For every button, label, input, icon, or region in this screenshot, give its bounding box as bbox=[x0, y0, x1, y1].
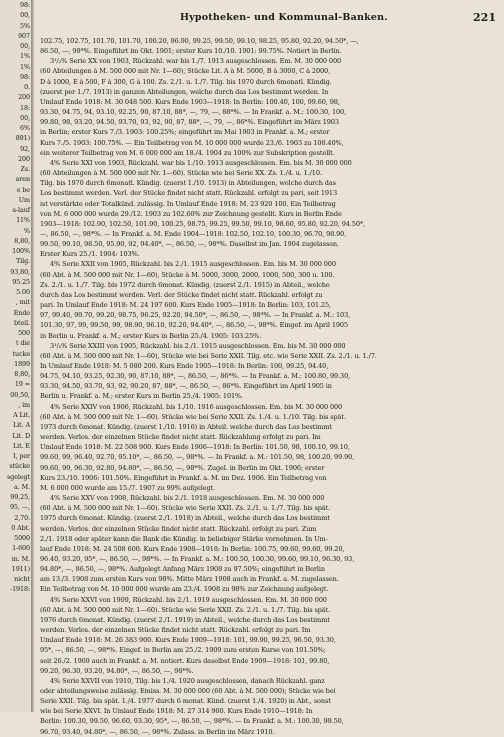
margin-text-fragment: 99,25, bbox=[10, 493, 30, 501]
text-line: Berlin u. Frankf. a. M.; erster Kurs in Berlin 25./4. 1905: 101%. bbox=[40, 392, 244, 401]
text-line: (60 Abt. à M. 500 000 mit Nr. 1—60), Stücke wie bei Serie XXII. Tilg. etc. wie Serie XXII. Zs. 2./1. u. 1./7. bbox=[40, 351, 377, 360]
margin-text-fragment: nicht bbox=[14, 575, 30, 583]
paragraph-first-line: 4% Serie XXVII von 1910, Tilg. bis 1./4. 1920 ausgeschlossen, danach Rückzahl. ganz bbox=[50, 676, 325, 685]
margin-text-fragment: 5000 bbox=[14, 534, 30, 542]
paragraph-first-line: 4% Serie XXIV von 1906, Rückzahl. bis 1./10. 1916 ausgeschlossen. Em. bis M. 30 000 000 bbox=[50, 402, 343, 411]
margin-text-fragment: 00, bbox=[20, 113, 30, 122]
text-line: von M. 6 000 000 wurde 29./12. 1903 zu 102.60% zur Zeichnung gestellt. Kurs in Berlin Ende bbox=[40, 209, 342, 218]
margin-text-fragment: 00, bbox=[20, 42, 30, 50]
margin-text-fragment: 1-600 bbox=[12, 544, 30, 553]
margin-text-fragment: 891) bbox=[15, 134, 30, 143]
margin-text-fragment: 200 bbox=[18, 93, 30, 102]
margin-text-fragment: 98: bbox=[20, 1, 30, 9]
margin-text-fragment: % bbox=[24, 226, 30, 235]
text-line: Berlin: 100.30, 99.50, 96.60, 93.30, 95*, —, 86.50, —, 98*%. — In Frankf. a. M.: 100.30, 99.50, bbox=[40, 717, 344, 726]
page-number: 221 bbox=[473, 11, 496, 24]
text-line: werden. Verlos. der einzelnen Stücke findet nicht statt. Rückzahl. erfolgt zu pari. Im bbox=[40, 626, 311, 635]
text-line: 1975 durch 6monat. Kündig. (zuerst 2./1. 1918) in Abteil., welche durch das Los bestimmt bbox=[40, 514, 330, 523]
margin-text-fragment: t die bbox=[15, 339, 30, 348]
margin-text-fragment: 1% bbox=[20, 62, 30, 71]
text-line: 1976 durch 6monat. Kündig. (zuerst 2./1. 1919) in Abteil., welche durch das Los bestimmt bbox=[40, 615, 330, 624]
paragraph-first-line: 4% Serie XXI von 1903, Rückzahl. war bis 1./10. 1913 ausgeschlossen. Em. bis M. 30 000 000 bbox=[50, 158, 352, 167]
text-line: (60 Abt. à M. 500 000 mit Nr. 1—60). Stücke wie Serie XXII. Zs. 2./1. u. 1./7. Tilg. bis spät. bbox=[40, 504, 331, 513]
text-line: Los bestimmt werden. Verl. der Stücke findet nicht statt. Rückzahl. erfolgt zu pari, seit 1913 bbox=[40, 189, 337, 198]
text-line: —, 86.50, —, 98*%. — In Frankf. a. M. Ende 1904—1918: 102.50, 102.10, 100.30, 96.70, 98.90, bbox=[40, 229, 347, 238]
margin-text-fragment: 19 = bbox=[14, 380, 30, 389]
margin-text-fragment: 907 bbox=[18, 31, 30, 40]
text-line: 94.80*, —, 86.50, —, 98*%. Aufgelegt Anfang März 1908 zu 97.50%; eingeführt in Berlin bbox=[40, 565, 325, 574]
text-line: Kurs 23./10. 1906: 101.50%. Eingeführt in Frankf. a. M. im Dez. 1906. Ein Teilbetrag von bbox=[40, 473, 327, 482]
text-line: lauf Ende 1918: M. 24 508 600. Kurs Ende 1908—1918: In Berlin: 100.75, 99.60, 99.60, 99.20, bbox=[40, 544, 345, 553]
text-line: Kurs 7./5. 1903: 100.75%. — Ein Teilbetrag von M. 10 000 000 wurde 23./6. 1903 zu 100.40%, bbox=[40, 138, 344, 147]
text-line: 93.30, 94.50, 93.70, 93, 92, 90.20, 87, 88*, —, 86.50, —, 86*%. Eingeführt im April 1905 in bbox=[40, 382, 332, 391]
paragraph-first-line: 3¹/₂% Serie XX von 1903, Rückzahl. war bis 1./7. 1913 ausgeschlossen. Em. M. 30 000 000 bbox=[50, 57, 342, 66]
text-line: (60 Abt. à M. 500 000 mit Nr. 1—60), Stücke à M. 5000, 3000, 2000, 1000, 500, 300 u. 100. bbox=[40, 270, 335, 279]
margin-text-fragment: Ende bbox=[13, 308, 30, 317]
margin-text-fragment: 00, bbox=[20, 11, 30, 20]
margin-text-fragment: 2,70. bbox=[14, 513, 30, 522]
margin-text-fragment: Zs. bbox=[20, 165, 30, 173]
text-line: 99.50, 99.10, 98.50, 95.90, 92, 94.40*, —, 86.50, —, 98*%. Daselbst im Jan. 1904 zugelassen. bbox=[40, 240, 339, 249]
margin-text-fragment: Tilg. bbox=[16, 257, 30, 266]
text-line: D à 1000, E à 500, F à 300, G à 100. Zs. 2./1. u. 1./7. Tilg. bis 1970 durch 6monatl. Kündig. bbox=[40, 77, 332, 86]
text-line: 99.60, 99, 96.40, 92.70, 95.10*, —, 86.50, —, 98*%. — In Frankf. a. M.: 101.50, 98, 100.20, 99.90, bbox=[40, 453, 355, 462]
paragraph-first-line: 4% Serie XXVI von 1909, Rückzahl. bis 2./1. 1919 ausgeschlossen. Em. M. 30 000 000 bbox=[50, 595, 327, 604]
text-line: in Berlin; erster Kurs 7./3. 1903: 100.25%; eingeführt im Mai 1903 in Frankf. a. M.; erster bbox=[40, 128, 330, 137]
text-line: durch das Los bestimmt werden. Verl. der Stücke findet nicht statt. Rückzahl. erfolgt zu bbox=[40, 290, 323, 299]
margin-text-fragment: Lit. D bbox=[12, 431, 30, 440]
text-line: Umlauf Ende 1918: M. 30 048 500. Kurs Ende 1903—1918: In Berlin: 100.40, 100, 99.60, 98, bbox=[40, 97, 340, 106]
text-line: Erster Kurs 25./1. 1904: 103%. bbox=[40, 250, 140, 259]
text-line: 99.20, 96.30, 93.20, 94.80*, —, 86.50, —, 98*%. bbox=[40, 666, 194, 675]
text-line: Umlauf Ende 1918: M. 26 383 900. Kurs Ende 1909—1918: 101, 99.90, 99.25, 96.50, 93.30, bbox=[40, 636, 336, 645]
text-line: M. 6 000 000 wurde am 15./7. 1907 zu 99% aufgelegt. bbox=[40, 483, 215, 492]
margin-text-fragment: tucke bbox=[12, 349, 30, 358]
text-line: (zuerst per 1./7. 1913) in ganzen Abteilungen, welche durch das Los bestimmt werden. In bbox=[40, 87, 329, 96]
text-line: 86.50, —, 98*%. Eingeführt im Okt. 1901; erster Kurs 10./10. 1901: 99.75%. Notiert in Berlin. bbox=[40, 47, 342, 56]
margin-text-fragment: Lit. E bbox=[13, 441, 30, 450]
text-line: seit 26./2. 1909 auch in Frankf. a. M. notiert. Kurs daselbst Ende 1909—1918: 101, 99.80, bbox=[40, 656, 330, 665]
text-line: werden. Verlos. der einzelnen Stücke findet nicht statt. Rückzahlung erfolgt zu pari. Im bbox=[40, 433, 321, 442]
margin-text-fragment: 500 bbox=[18, 329, 30, 337]
text-line: 99.60, 99, 96.30, 92.80, 94.80*, —, 86.50, —, 98*%. Zugel. in Berlin im Okt. 1906; erster bbox=[40, 463, 325, 472]
margin-text-fragment: 93,80, bbox=[10, 267, 30, 276]
margin-text-fragment: sgelegt bbox=[7, 472, 30, 481]
margin-text-fragment: stücke bbox=[9, 462, 30, 471]
margin-text-fragment: e be bbox=[16, 185, 30, 194]
margin-text-fragment: A Lit. bbox=[13, 411, 30, 419]
margin-text-fragment: 1% bbox=[20, 52, 30, 61]
text-line: 2./1. 1918 oder später kann die Bank die Kündig. in beliebiger Stärke vornehmen. In Um- bbox=[40, 534, 328, 543]
text-line: Serie XXII. Tilg. bis spät. 1./4. 1977 durch 6 monat. Künd. (zuerst 1./4. 1920) in Abt., sonst bbox=[40, 697, 331, 706]
margin-text-fragment: 6% bbox=[20, 124, 30, 132]
text-line: (60 Abt. à M. 500 000 mit Nr. 1—60). Stücke wie bei Serie XXII. Zs. 1./4. u. 1./10. Tilg. bis spät. bbox=[40, 412, 346, 421]
paragraph-first-line: 3¹/₂% Serie XXIII von 1905, Rückzahl. bis 2./1. 1915 ausgeschlossen. Em. bis M. 30 000 000 bbox=[50, 341, 346, 350]
margin-text-fragment: 5.00 bbox=[16, 288, 30, 296]
text-line: in Berlin u. Frankf. a. M.; erster Kurs in Berlin 25./4. 1905: 103.25%. bbox=[40, 331, 262, 340]
margin-text-fragment: , mit bbox=[15, 298, 30, 307]
margin-text-fragment: 11% bbox=[16, 216, 30, 225]
text-line: (60 Abteilungen à M. 500 000 mit Nr. 1—60), Stücke Lit. A à M. 5000, B à 3000, C à 2000, bbox=[40, 67, 331, 76]
text-line: In Umlauf Ende 1918: M. 5 080 200. Kurs Ende 1905—1918: In Berlin: 100, 99.25, 94.40, bbox=[40, 362, 329, 370]
margin-text-fragment: 98: bbox=[20, 72, 30, 81]
margin-text-fragment: bteil. bbox=[14, 318, 30, 327]
text-line: pari. In Umlauf Ende 1918: M. 24 197 600. Kurs Ende 1905—1918: In Berlin: 103, 101.25, bbox=[40, 301, 331, 310]
margin-text-fragment: 1899 bbox=[14, 359, 30, 368]
text-line: 95*, —, 86.50, —, 98*%. Eingef. in Berlin am 25./2. 1909 zum ersten Kurse von 101.50%; bbox=[40, 646, 326, 655]
margin-text-fragment: 00,50, bbox=[10, 390, 30, 399]
text-line: (60 Abteilungen à M. 500 000 mit Nr. 1—60). Stücke wie bei Serie XX. Zs. 1./4. u. 1./10. bbox=[40, 169, 322, 178]
margin-text-fragment: , im bbox=[18, 400, 30, 409]
text-line: 101.30, 97, 99, 99.50, 99, 98.90, 96.10, 92.20, 94.40*, —, 86.50, —, 98*%. Eingef. im April 1905 bbox=[40, 321, 349, 330]
text-line: 99.80, 98, 93.20, 94.50, 93.70, 93, 92, 90, 87, 88*, —, 79, —, 86*%. Eingeführt im März 1903 bbox=[40, 118, 339, 127]
text-line: 97, 99.40, 99.70, 99.20, 98.75, 96.25, 92.20, 94.50*, —, 86.50, —, 98*%. — In Frankf. a. M.: 103, bbox=[40, 311, 351, 320]
margin-text-fragment: 8,80, bbox=[14, 370, 30, 378]
paragraph-first-line: 4% Serie XXII von 1905, Rückzahl. bis 2./1. 1915 ausgeschlossen. Em. bis M. 30 000 000 bbox=[50, 260, 336, 269]
document-page bbox=[40, 0, 500, 736]
page-header bbox=[40, 12, 500, 26]
margin-text-fragment: 5% bbox=[20, 21, 30, 30]
margin-text-fragment: 1911) bbox=[11, 564, 30, 573]
margin-text-fragment: 95, —, bbox=[9, 503, 30, 512]
text-line: 93.30, 94.75, 94, 93.10, 92.25, 90, 87.10, 88*, —, 79, —, 88*%. — In Frankf. a. M.: 100.30, 100, bbox=[40, 108, 347, 117]
text-line: am 13./3. 1908 zum ersten Kurs von 98%. Mitte März 1908 auch in Frankf. a. M. zugelassen. bbox=[40, 575, 339, 584]
text-line: Tilg. bis 1970 durch 6monatl. Kündig. (zuerst 1./10. 1913) in Abteilungen, welche durch das bbox=[40, 179, 336, 188]
text-line: 96.40, 93.20, 95*, —, 86.50, —, 98*%. — In Frankf. a. M.: 100.50, 100.30, 99.60, 99.10, 96.30, 93, bbox=[40, 554, 355, 563]
text-line: Umlauf Ende 1918: M. 22 508 900. Kurs Ende 1906—1918: In Berlin: 101.50, 98, 100.10, 99.10, bbox=[40, 443, 350, 452]
text-line: 1903—1918: 102.90, 102.50, 101.90, 100.25, 98.75, 99.25, 99.50, 99.10, 98.60, 95.80, 92.20, 94.50*, bbox=[40, 219, 365, 228]
margin-text-fragment: 95.25 bbox=[12, 277, 30, 286]
running-title: Hypotheken- und Kommunal-Banken. bbox=[180, 12, 388, 23]
text-line: 96.70, 93.40, 94.80*, —, 86.50, —, 98*%. Zulass. in Berlin im März 1910. bbox=[40, 727, 275, 736]
text-line: ist verstärkte oder Totalkünd. zulässig. In Umlauf Ende 1918: M. 23 920 100. Ein Teilbetrag bbox=[40, 199, 336, 208]
text-line: 102.75, 102.75, 101.70, 101.70, 100.20, 96.90, 99.25, 99.50, 99.10, 98.25, 95.80, 92.20, 94.50*, —, bbox=[40, 37, 359, 45]
margin-text-fragment: Um bbox=[18, 195, 30, 204]
margin-text-fragment: a. M. bbox=[14, 482, 30, 491]
text-line: 1973 durch 6monat. Kündig. (zuerst 1./10. 1916) in Abteil. welche durch das Los bestimmt bbox=[40, 422, 332, 431]
body-text bbox=[40, 36, 498, 737]
text-line: 94.75, 94.10, 93.25, 92.30, 90, 87.10, 88*, —, 86.50, —, 86*%. — In Frankf. a. M.: 100.80, 99.30, bbox=[40, 372, 351, 381]
text-line: wie bei Serie XXVI. In Umlauf Ende 1918: M. 27 314 900. Kurs Ende 1910—1918: In bbox=[40, 707, 313, 716]
margin-text-fragment: 100% bbox=[12, 247, 30, 255]
margin-text-fragment: 18: bbox=[20, 103, 30, 112]
text-line: Ein Teilbetrag von M. 10 000 000 wurde am 23./4. 1908 zu 98% zur Zeichnung aufgelegt. bbox=[40, 585, 329, 594]
text-line: werden. Verlos. der einzelnen Stücke findet nicht statt. Rückzahl. erfolgt zu pari. Zum bbox=[40, 524, 317, 533]
margin-text-fragment: m. M. bbox=[11, 554, 30, 563]
paragraph-first-line: 4% Serie XXV von 1908, Rückzahl. bis 2./1. 1918 ausgeschlossen. Em. M. 30 000 000 bbox=[50, 494, 325, 503]
margin-text-fragment: 200 bbox=[18, 154, 30, 163]
book-gutter bbox=[31, 0, 34, 712]
margin-text-fragment: 0 Abt. bbox=[11, 523, 30, 532]
previous-page-margin bbox=[0, 0, 31, 712]
text-line: oder abteilungsweise zulässig. Emiss. M. 30 000 000 (60 Abt. à M. 500 000); Stücke wie bei bbox=[40, 687, 336, 695]
margin-text-fragment: I, per bbox=[13, 452, 30, 460]
margin-text-fragment: aren bbox=[15, 175, 30, 184]
margin-text-fragment: a-lauf bbox=[12, 206, 30, 214]
margin-text-fragment: 92, bbox=[20, 144, 30, 153]
margin-text-fragment: Lit. A bbox=[13, 421, 30, 430]
text-line: Zs. 2./1. u. 1./7. Tilg. bis 1972 durch 6monat. Kündig. (zuerst 2./1. 1915) in Abteil., welche bbox=[40, 280, 330, 289]
text-line: ein weiterer Teilbetrag von M. 6 000 000 am 18./4. 1904 zu 100% zur Subskription gestellt. bbox=[40, 148, 335, 157]
margin-text-fragment: 0. bbox=[24, 83, 30, 91]
margin-text-fragment: 8,80, bbox=[14, 236, 30, 245]
margin-text-fragment: -1918: bbox=[10, 585, 30, 594]
text-line: (60 Abt. à M. 500 000 mit Nr. 1—60). Stücke wie Serie XXII. Zs. 2./1. u. 1./7. Tilg. bis spät. bbox=[40, 605, 331, 614]
